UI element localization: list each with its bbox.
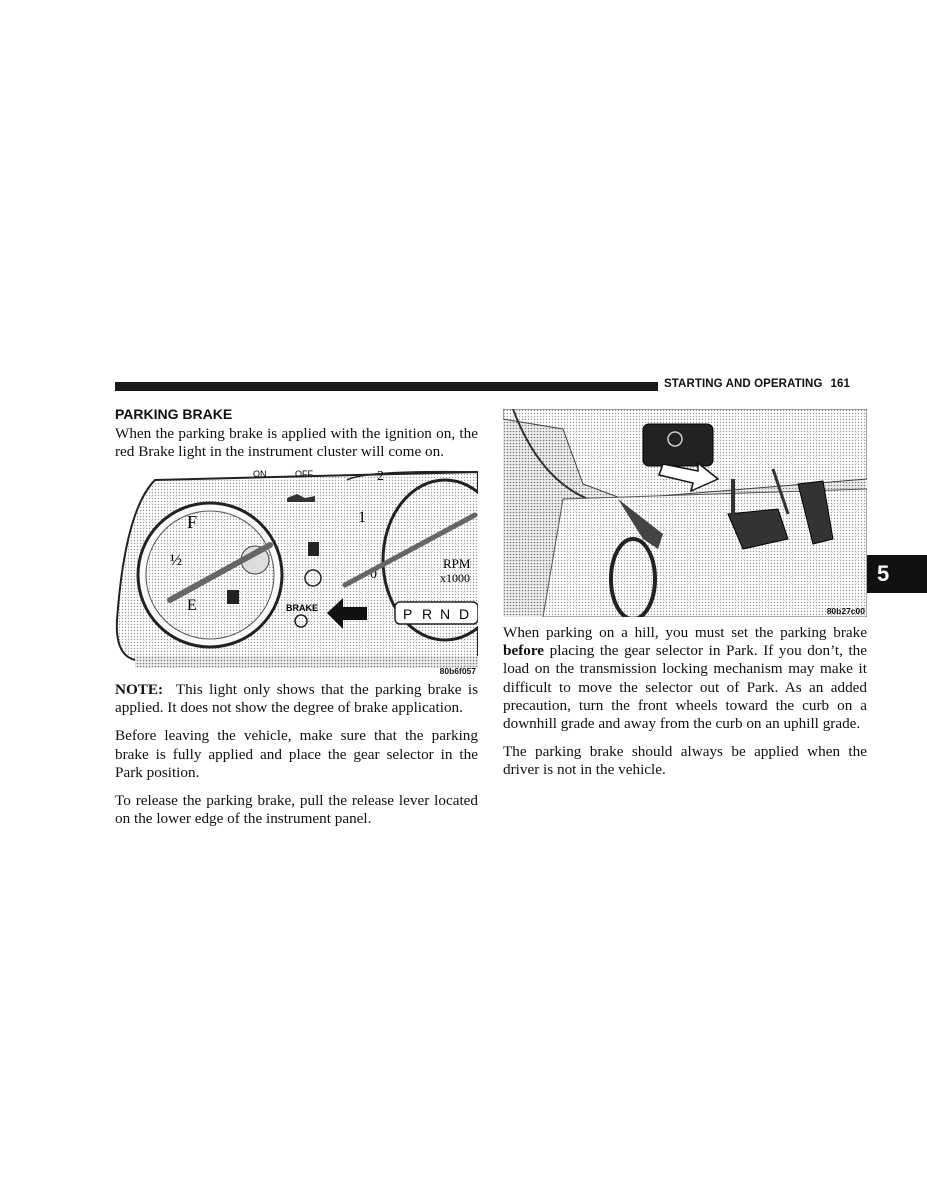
tach-label-1: 1 — [358, 509, 366, 526]
gear-p: P — [403, 606, 413, 622]
hill-text-start: When parking on a hill, you must set the parking brake — [503, 624, 867, 641]
chapter-tab: 5 — [867, 555, 927, 593]
fuel-warning-icon — [308, 542, 319, 556]
fuel-pump-icon — [227, 590, 239, 604]
gear-n: N — [440, 606, 451, 622]
before-leaving-paragraph: Before leaving the vehicle, make sure that the parking brake is fully applied and place the gear selector in the Park position. — [115, 727, 478, 781]
fuel-full-label: F — [187, 512, 198, 532]
pedal-area-figure — [503, 409, 867, 617]
note-paragraph — [115, 681, 478, 717]
brake-label: BRAKE — [286, 603, 319, 613]
gear-d: D — [459, 606, 470, 622]
gear-r: R — [422, 606, 433, 622]
figure-code: 80b6f057 — [439, 666, 476, 676]
fuel-empty-label: E — [187, 597, 197, 614]
hill-parking-paragraph — [503, 624, 867, 733]
page-number: 161 — [830, 378, 851, 390]
fuel-half-label: ½ — [170, 552, 182, 569]
note-text: This light only shows that the parking brake is applied. It does not show the degree of brake application. — [115, 681, 479, 717]
off-label: OFF — [295, 470, 313, 479]
pedal-area-illustration — [503, 409, 867, 617]
rpm-label: RPM — [443, 556, 471, 571]
release-paragraph: To release the parking brake, pull the release lever located on the lower edge of the instrument panel. — [115, 792, 478, 828]
header-section-title: STARTING AND OPERATING — [664, 378, 823, 390]
hill-text-end: placing the gear selector in Park. If you don’t, the load on the transmission locking mechanism may make it difficult to move the selector out of Park. As an added precaution, turn the front wheels toward the curb on a downhill grade and away from the curb on an uphill grade. — [503, 642, 868, 733]
left-column-intro — [115, 425, 478, 471]
instrument-cluster-illustration — [115, 470, 478, 678]
intro-paragraph: When the parking brake is applied with the ignition on, the red Brake light in the instrument cluster will come on. — [115, 425, 478, 461]
rpm-unit-label: x1000 — [440, 571, 470, 585]
figure-code-right: 80b27c00 — [826, 606, 865, 616]
right-column-body — [503, 624, 867, 790]
on-label: ON — [253, 470, 267, 479]
always-apply-paragraph: The parking brake should always be applied when the driver is not in the vehicle. — [503, 743, 867, 779]
instrument-cluster-figure — [115, 470, 478, 678]
running-header — [664, 378, 850, 390]
header-rule — [115, 382, 658, 391]
left-column-body — [115, 681, 478, 838]
hill-text-bold: before — [503, 642, 545, 660]
tach-label-0: 0 — [370, 567, 377, 582]
note-label: NOTE: — [115, 681, 164, 698]
section-title: PARKING BRAKE — [115, 406, 233, 422]
tach-label-2: 2 — [377, 470, 384, 484]
